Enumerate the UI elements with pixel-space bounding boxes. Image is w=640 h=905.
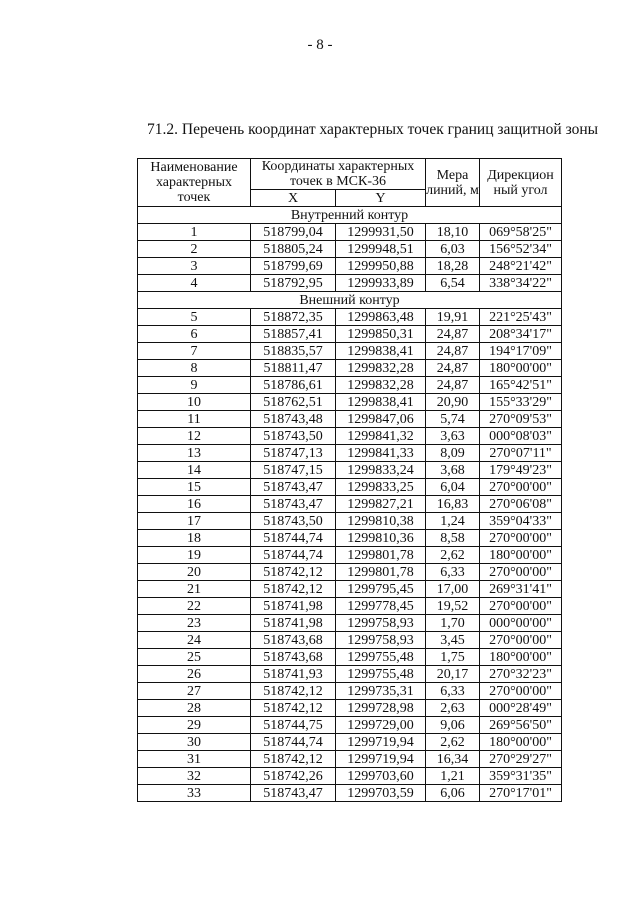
table-row bbox=[138, 360, 562, 377]
cell-line-length: 5,74 bbox=[426, 411, 480, 428]
cell-line-length: 8,58 bbox=[426, 530, 480, 547]
cell-line-length: 6,54 bbox=[426, 275, 480, 292]
cell-y: 1299795,45 bbox=[336, 581, 426, 598]
cell-y: 1299948,51 bbox=[336, 241, 426, 258]
table-row bbox=[138, 581, 562, 598]
cell-y: 1299758,93 bbox=[336, 615, 426, 632]
cell-line-length: 19,52 bbox=[426, 598, 480, 615]
cell-x: 518799,69 bbox=[251, 258, 336, 275]
table-row bbox=[138, 700, 562, 717]
cell-direction-angle: 194°17'09" bbox=[480, 343, 562, 360]
document-heading: 71.2. Перечень координат характерных точек границ защитной зоны bbox=[147, 121, 599, 138]
header-coordinates-group: Координаты характерных точек в МСК-36 bbox=[251, 159, 426, 190]
cell-point-number: 4 bbox=[138, 275, 251, 292]
table-row bbox=[138, 275, 562, 292]
table-row bbox=[138, 241, 562, 258]
cell-x: 518744,74 bbox=[251, 547, 336, 564]
cell-direction-angle: 270°06'08" bbox=[480, 496, 562, 513]
cell-line-length: 1,24 bbox=[426, 513, 480, 530]
cell-direction-angle: 180°00'00" bbox=[480, 360, 562, 377]
cell-x: 518742,12 bbox=[251, 564, 336, 581]
cell-point-number: 5 bbox=[138, 309, 251, 326]
header-y: Y bbox=[336, 190, 426, 207]
table-row bbox=[138, 547, 562, 564]
cell-x: 518811,47 bbox=[251, 360, 336, 377]
cell-point-number: 20 bbox=[138, 564, 251, 581]
cell-direction-angle: 270°07'11" bbox=[480, 445, 562, 462]
cell-line-length: 24,87 bbox=[426, 343, 480, 360]
cell-line-length: 2,62 bbox=[426, 547, 480, 564]
cell-point-number: 9 bbox=[138, 377, 251, 394]
cell-x: 518786,61 bbox=[251, 377, 336, 394]
cell-direction-angle: 338°34'22" bbox=[480, 275, 562, 292]
cell-y: 1299801,78 bbox=[336, 564, 426, 581]
cell-point-number: 19 bbox=[138, 547, 251, 564]
cell-point-number: 11 bbox=[138, 411, 251, 428]
cell-direction-angle: 156°52'34" bbox=[480, 241, 562, 258]
cell-line-length: 19,91 bbox=[426, 309, 480, 326]
cell-line-length: 20,90 bbox=[426, 394, 480, 411]
cell-x: 518741,98 bbox=[251, 598, 336, 615]
cell-x: 518744,75 bbox=[251, 717, 336, 734]
cell-line-length: 24,87 bbox=[426, 326, 480, 343]
table-row bbox=[138, 513, 562, 530]
section-title: Внешний контур bbox=[138, 292, 562, 309]
cell-y: 1299841,33 bbox=[336, 445, 426, 462]
cell-line-length: 6,33 bbox=[426, 564, 480, 581]
cell-point-number: 1 bbox=[138, 224, 251, 241]
cell-line-length: 24,87 bbox=[426, 360, 480, 377]
cell-direction-angle: 180°00'00" bbox=[480, 547, 562, 564]
cell-x: 518743,48 bbox=[251, 411, 336, 428]
header-line-length: Мера линий, м bbox=[426, 159, 480, 207]
cell-point-number: 25 bbox=[138, 649, 251, 666]
cell-direction-angle: 221°25'43" bbox=[480, 309, 562, 326]
cell-y: 1299703,59 bbox=[336, 785, 426, 802]
cell-y: 1299931,50 bbox=[336, 224, 426, 241]
cell-line-length: 18,28 bbox=[426, 258, 480, 275]
cell-y: 1299832,28 bbox=[336, 377, 426, 394]
cell-x: 518742,12 bbox=[251, 700, 336, 717]
cell-x: 518743,50 bbox=[251, 513, 336, 530]
table-row bbox=[138, 598, 562, 615]
cell-x: 518857,41 bbox=[251, 326, 336, 343]
cell-x: 518747,15 bbox=[251, 462, 336, 479]
cell-point-number: 7 bbox=[138, 343, 251, 360]
cell-direction-angle: 208°34'17" bbox=[480, 326, 562, 343]
cell-line-length: 18,10 bbox=[426, 224, 480, 241]
cell-point-number: 2 bbox=[138, 241, 251, 258]
cell-y: 1299850,31 bbox=[336, 326, 426, 343]
cell-x: 518872,35 bbox=[251, 309, 336, 326]
cell-point-number: 6 bbox=[138, 326, 251, 343]
cell-line-length: 9,06 bbox=[426, 717, 480, 734]
table-row bbox=[138, 428, 562, 445]
cell-y: 1299833,24 bbox=[336, 462, 426, 479]
table-row bbox=[138, 309, 562, 326]
table-row bbox=[138, 377, 562, 394]
cell-y: 1299933,89 bbox=[336, 275, 426, 292]
cell-direction-angle: 000°28'49" bbox=[480, 700, 562, 717]
cell-direction-angle: 270°00'00" bbox=[480, 564, 562, 581]
cell-direction-angle: 270°32'23" bbox=[480, 666, 562, 683]
cell-x: 518805,24 bbox=[251, 241, 336, 258]
cell-line-length: 1,75 bbox=[426, 649, 480, 666]
cell-direction-angle: 180°00'00" bbox=[480, 734, 562, 751]
cell-x: 518743,47 bbox=[251, 479, 336, 496]
cell-direction-angle: 270°29'27" bbox=[480, 751, 562, 768]
header-x: X bbox=[251, 190, 336, 207]
cell-y: 1299801,78 bbox=[336, 547, 426, 564]
cell-x: 518799,04 bbox=[251, 224, 336, 241]
header-point-name: Наименование характерных точек bbox=[138, 159, 251, 207]
table-row bbox=[138, 394, 562, 411]
cell-line-length: 20,17 bbox=[426, 666, 480, 683]
cell-point-number: 16 bbox=[138, 496, 251, 513]
cell-direction-angle: 000°08'03" bbox=[480, 428, 562, 445]
cell-x: 518741,93 bbox=[251, 666, 336, 683]
cell-direction-angle: 269°31'41" bbox=[480, 581, 562, 598]
table-row bbox=[138, 751, 562, 768]
cell-direction-angle: 270°00'00" bbox=[480, 479, 562, 496]
cell-x: 518742,12 bbox=[251, 751, 336, 768]
cell-direction-angle: 180°00'00" bbox=[480, 649, 562, 666]
cell-y: 1299810,36 bbox=[336, 530, 426, 547]
cell-x: 518744,74 bbox=[251, 734, 336, 751]
cell-direction-angle: 270°00'00" bbox=[480, 683, 562, 700]
cell-x: 518835,57 bbox=[251, 343, 336, 360]
cell-y: 1299778,45 bbox=[336, 598, 426, 615]
table-row bbox=[138, 462, 562, 479]
cell-point-number: 17 bbox=[138, 513, 251, 530]
table-row bbox=[138, 564, 562, 581]
cell-point-number: 24 bbox=[138, 632, 251, 649]
cell-x: 518741,98 bbox=[251, 615, 336, 632]
cell-point-number: 32 bbox=[138, 768, 251, 785]
cell-y: 1299841,32 bbox=[336, 428, 426, 445]
cell-x: 518742,12 bbox=[251, 683, 336, 700]
cell-y: 1299863,48 bbox=[336, 309, 426, 326]
table-row bbox=[138, 411, 562, 428]
cell-direction-angle: 270°09'53" bbox=[480, 411, 562, 428]
cell-direction-angle: 270°00'00" bbox=[480, 598, 562, 615]
cell-point-number: 10 bbox=[138, 394, 251, 411]
cell-x: 518743,68 bbox=[251, 649, 336, 666]
section-row bbox=[138, 292, 562, 309]
cell-line-length: 17,00 bbox=[426, 581, 480, 598]
table-row bbox=[138, 445, 562, 462]
section-title: Внутренний контур bbox=[138, 207, 562, 224]
cell-point-number: 28 bbox=[138, 700, 251, 717]
section-row bbox=[138, 207, 562, 224]
cell-y: 1299728,98 bbox=[336, 700, 426, 717]
cell-point-number: 23 bbox=[138, 615, 251, 632]
table-header bbox=[138, 159, 562, 207]
cell-line-length: 2,62 bbox=[426, 734, 480, 751]
cell-x: 518744,74 bbox=[251, 530, 336, 547]
cell-y: 1299729,00 bbox=[336, 717, 426, 734]
cell-point-number: 29 bbox=[138, 717, 251, 734]
cell-x: 518743,68 bbox=[251, 632, 336, 649]
cell-x: 518743,47 bbox=[251, 785, 336, 802]
cell-x: 518742,26 bbox=[251, 768, 336, 785]
table-row bbox=[138, 666, 562, 683]
cell-x: 518792,95 bbox=[251, 275, 336, 292]
cell-line-length: 8,09 bbox=[426, 445, 480, 462]
cell-direction-angle: 270°00'00" bbox=[480, 632, 562, 649]
cell-point-number: 15 bbox=[138, 479, 251, 496]
cell-line-length: 16,83 bbox=[426, 496, 480, 513]
table-row bbox=[138, 683, 562, 700]
cell-point-number: 30 bbox=[138, 734, 251, 751]
cell-point-number: 14 bbox=[138, 462, 251, 479]
cell-x: 518747,13 bbox=[251, 445, 336, 462]
cell-point-number: 26 bbox=[138, 666, 251, 683]
table-row bbox=[138, 632, 562, 649]
table-row bbox=[138, 785, 562, 802]
cell-point-number: 3 bbox=[138, 258, 251, 275]
table-row bbox=[138, 649, 562, 666]
cell-direction-angle: 069°58'25" bbox=[480, 224, 562, 241]
cell-y: 1299950,88 bbox=[336, 258, 426, 275]
cell-point-number: 27 bbox=[138, 683, 251, 700]
table-row bbox=[138, 479, 562, 496]
table-row bbox=[138, 343, 562, 360]
cell-y: 1299719,94 bbox=[336, 751, 426, 768]
cell-direction-angle: 155°33'29" bbox=[480, 394, 562, 411]
cell-y: 1299847,06 bbox=[336, 411, 426, 428]
cell-direction-angle: 270°17'01" bbox=[480, 785, 562, 802]
cell-y: 1299703,60 bbox=[336, 768, 426, 785]
cell-line-length: 1,70 bbox=[426, 615, 480, 632]
cell-line-length: 6,06 bbox=[426, 785, 480, 802]
table-row bbox=[138, 326, 562, 343]
cell-line-length: 3,63 bbox=[426, 428, 480, 445]
table-row bbox=[138, 496, 562, 513]
cell-x: 518743,50 bbox=[251, 428, 336, 445]
cell-direction-angle: 179°49'23" bbox=[480, 462, 562, 479]
cell-x: 518743,47 bbox=[251, 496, 336, 513]
table-row bbox=[138, 258, 562, 275]
header-direction-angle: Дирекцион ный угол bbox=[480, 159, 562, 207]
cell-point-number: 33 bbox=[138, 785, 251, 802]
page-number: - 8 - bbox=[307, 37, 333, 53]
cell-y: 1299810,38 bbox=[336, 513, 426, 530]
cell-direction-angle: 000°00'00" bbox=[480, 615, 562, 632]
cell-line-length: 3,68 bbox=[426, 462, 480, 479]
cell-y: 1299758,93 bbox=[336, 632, 426, 649]
cell-direction-angle: 269°56'50" bbox=[480, 717, 562, 734]
cell-line-length: 3,45 bbox=[426, 632, 480, 649]
cell-y: 1299735,31 bbox=[336, 683, 426, 700]
cell-point-number: 13 bbox=[138, 445, 251, 462]
cell-y: 1299719,94 bbox=[336, 734, 426, 751]
cell-direction-angle: 359°31'35" bbox=[480, 768, 562, 785]
cell-direction-angle: 165°42'51" bbox=[480, 377, 562, 394]
cell-direction-angle: 270°00'00" bbox=[480, 530, 562, 547]
cell-line-length: 2,63 bbox=[426, 700, 480, 717]
cell-point-number: 8 bbox=[138, 360, 251, 377]
cell-point-number: 22 bbox=[138, 598, 251, 615]
coordinates-table bbox=[137, 158, 562, 802]
table-row bbox=[138, 224, 562, 241]
cell-y: 1299833,25 bbox=[336, 479, 426, 496]
cell-point-number: 12 bbox=[138, 428, 251, 445]
cell-y: 1299755,48 bbox=[336, 649, 426, 666]
cell-point-number: 31 bbox=[138, 751, 251, 768]
cell-line-length: 16,34 bbox=[426, 751, 480, 768]
table-row bbox=[138, 768, 562, 785]
cell-y: 1299827,21 bbox=[336, 496, 426, 513]
cell-line-length: 6,03 bbox=[426, 241, 480, 258]
cell-direction-angle: 359°04'33" bbox=[480, 513, 562, 530]
cell-x: 518762,51 bbox=[251, 394, 336, 411]
table-row bbox=[138, 717, 562, 734]
table-body bbox=[138, 207, 562, 802]
table-row bbox=[138, 615, 562, 632]
cell-x: 518742,12 bbox=[251, 581, 336, 598]
cell-direction-angle: 248°21'42" bbox=[480, 258, 562, 275]
table-row bbox=[138, 734, 562, 751]
cell-line-length: 24,87 bbox=[426, 377, 480, 394]
cell-y: 1299832,28 bbox=[336, 360, 426, 377]
table-row bbox=[138, 530, 562, 547]
cell-line-length: 6,33 bbox=[426, 683, 480, 700]
cell-point-number: 21 bbox=[138, 581, 251, 598]
cell-y: 1299755,48 bbox=[336, 666, 426, 683]
cell-line-length: 1,21 bbox=[426, 768, 480, 785]
cell-y: 1299838,41 bbox=[336, 394, 426, 411]
cell-line-length: 6,04 bbox=[426, 479, 480, 496]
cell-y: 1299838,41 bbox=[336, 343, 426, 360]
cell-point-number: 18 bbox=[138, 530, 251, 547]
